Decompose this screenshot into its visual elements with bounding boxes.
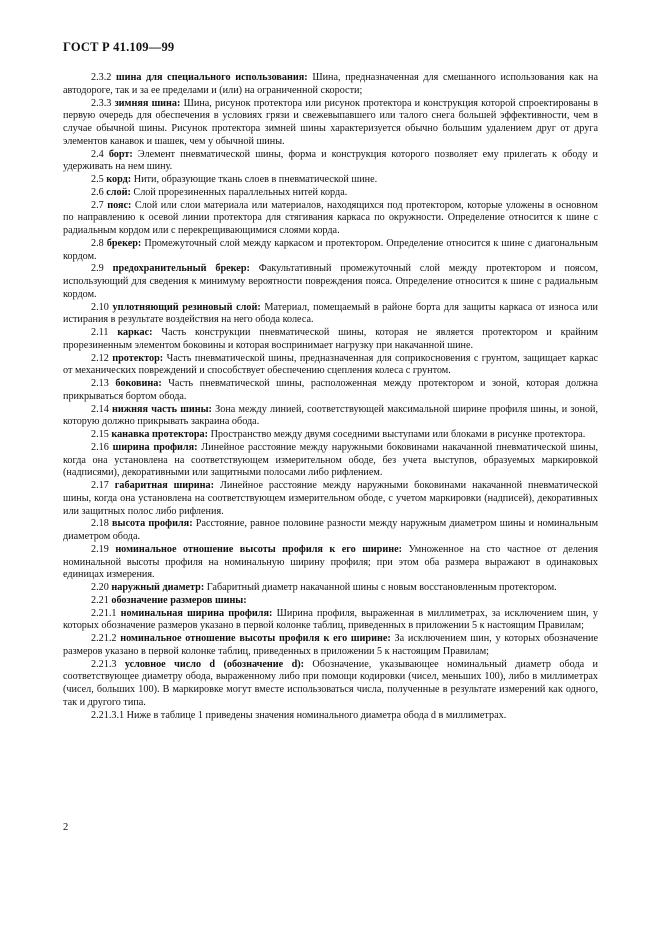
clause-number: 2.4 [91,148,104,160]
term: ширина профиля: [112,441,198,453]
paragraph-2-10 [63,302,598,328]
definition-text: Шина, рисунок протектора или рисунок протектора и конструкция которой спроектированы в первую очередь для обеспечения в условиях грязи и свежевыпавшего или талого снега большей эффективности, чем в случае обычной шины. Рисунок протектора зимней шины характеризуется обычно большим удалением друг от друга элементов канавок и шашек, чем у обычной шины. [63,97,599,147]
term: высота профиля: [112,518,193,530]
paragraph-2-17 [63,480,598,518]
document-header: ГОСТ Р 41.109—99 [63,40,175,54]
clause-number: 2.17 [91,480,109,491]
clause-number: 2.9 [91,263,104,275]
clause-number: 2.21.3 [91,658,117,670]
paragraph-2-21-3 [63,659,598,710]
definition-text: Обозначение, указывающее номинальный диаметр обода и соответствующее диаметру обода, выраженному либо при помощи кодировки (чисел, меньших 100), либо в миллиметрах (чисел, больших 100). В маркировке могут вместе использоваться числа, полученные в результате измерений как одного, так и другого типа. [63,658,599,708]
term: протектор: [112,352,164,364]
paragraph-2-15 [63,429,598,442]
term: зимняя шина: [114,97,181,109]
document-body [63,72,598,722]
term: предохранительный брекер: [112,263,250,275]
term: борт: [108,148,133,160]
term: наружный диаметр: [111,582,205,593]
paragraph-2-21 [63,595,598,608]
definition-text: За исключением шин, у которых обозначение размеров указано в первой колонке таблиц, приведенных в приложении 5 к настоящим Правилам; [63,633,598,657]
paragraph-2-9 [63,263,598,301]
definition-text: Промежуточный слой между каркасом и протектором. Определение относится к шине с диагональным кордом. [63,237,599,262]
paragraph-2-12 [63,353,598,379]
clause-number: 2.20 [91,582,109,593]
paragraph-2-19 [63,544,598,582]
paragraph-2-5 [63,174,598,187]
term: уплотняющий резиновый слой: [112,301,261,313]
definition-text: Габаритный диаметр накачанной шины с новым восстановленным протектором. [204,582,557,593]
term: боковина: [115,378,162,389]
definition-text: Часть конструкции пневматической шины, которая не является протектором и крайним прорезиненным элементом боковины и которая воспринимает нагрузку при накачанной шине. [63,327,598,351]
paragraph-2-18 [63,518,598,544]
term: номинальное отношение высоты профиля к его ширине: [120,633,391,644]
term: обозначение размеров шины: [111,594,247,606]
clause-number: 2.18 [91,518,109,530]
paragraph-2-21-2 [63,633,598,659]
term: слой: [106,186,131,198]
definition-text: Нити, образующие ткань слоев в пневматической шине. [131,174,378,185]
definition-text: Часть пневматической шины, предназначенная для соприкосновения с грунтом, защищает каркас от механических повреждений и способствует обеспечению сцепления колеса с грунтом. [63,352,598,377]
clause-number: 2.21.2 [91,633,117,644]
definition-text: Линейное расстояние между наружными боковинами накачанной пневматической шины, когда она установлена на соответствующем измерительном ободе, без учета выступов, образуемых маркировкой (надписями), декоративными или защитными полосами либо рифлением. [63,441,599,479]
paragraph-2-4 [63,149,598,175]
clause-number: 2.21 [91,594,109,606]
paragraph-2-20 [63,582,598,595]
paragraph-2-8 [63,238,598,264]
paragraph-2-13 [63,378,598,404]
paragraph-2-6 [63,187,598,200]
paragraph-2-11 [63,327,598,353]
clause-number: 2.8 [91,237,104,249]
definition-text: Ширина профиля, выраженная в миллиметрах, за исключением шин, у которых обозначение размеров указано в первой колонке таблиц, приведенных в приложении 5 к настоящим Правилам; [63,607,598,632]
term: корд: [106,174,132,185]
term: каркас: [117,327,153,338]
clause-number: 2.10 [91,301,109,313]
clause-number: 2.5 [91,174,104,185]
clause-number: 2.11 [91,327,109,338]
definition-text: Слой прорезиненных параллельных нитей корда. [130,186,348,198]
page-number: 2 [63,822,69,833]
definition-text: Ниже в таблице 1 приведены значения номинального диаметра обода d в миллиметрах. [124,709,507,721]
term: пояс: [107,199,132,211]
definition-text: Линейное расстояние между наружными боковинами накачанной пневматической шины, когда она установлена на соответствующем измерительном ободе, с учетом маркировки (надписей), декоративных или защитных полос либо рифления. [63,480,598,517]
term: условное число d (обозначение d): [124,658,305,670]
clause-number: 2.19 [91,543,109,555]
clause-number: 2.21.3.1 [91,709,125,721]
term: номинальное отношение высоты профиля к его ширине: [115,543,403,555]
clause-number: 2.3.3 [91,97,112,109]
clause-number: 2.16 [91,441,109,453]
definition-text: Пространство между двумя соседними выступами или блоками в рисунке протектора. [208,429,586,440]
clause-number: 2.13 [91,378,109,389]
paragraph-2-16 [63,442,598,480]
definition-text: Факультативный промежуточный слой между протектором и поясом, использующий для сведения к минимуму вероятности повреждения пояса. Определение относится к шине с радиальным кордом. [63,263,599,300]
clause-number: 2.21.1 [91,607,117,619]
paragraph-2-3-3 [63,98,598,149]
clause-number: 2.3.2 [91,72,112,83]
paragraph-2-7 [63,200,598,238]
definition-text: Зона между линией, соответствующей максимальной ширине профиля шины, и зоной, которую должно прикрывать закраина обода. [63,403,598,428]
definition-text: Элемент пневматической шины, форма и конструкция которого позволяет ему прилегать к ободу и удерживать на нем шину. [63,148,598,173]
clause-number: 2.15 [91,429,109,440]
term: брекер: [106,237,142,249]
definition-text: Часть пневматической шины, расположенная между протектором и зоной, которая должна прикрываться бортом обода. [63,378,598,402]
term: канавка протектора: [111,429,209,440]
term: габаритная ширина: [114,480,215,491]
paragraph-2-21-3-1 [63,710,598,723]
term: шина для специального использования: [116,72,308,83]
clause-number: 2.6 [91,186,104,198]
definition-text: Слой или слои материала или материалов, находящихся под протектором, которые уложены в основном по направлению к осевой линии протектора для стягивания каркаса по окружности. Определение относится к шине с радиальным кордом или с перекрещивающимися слоями корда. [63,199,599,236]
clause-number: 2.12 [91,352,109,364]
definition-text: Шина, предназначенная для смешанного использования как на автодороге, так и за ее пределами и (или) на ограниченной скорости; [63,72,599,96]
term: нижняя часть шины: [112,403,212,415]
definition-text: Умноженное на сто частное от деления номинальной высоты профиля на номинальную ширину профиля; при этом оба размера выражают в одинаковых единицах измерения. [63,543,599,581]
paragraph-2-14 [63,404,598,430]
term: номинальная ширина профиля: [120,607,273,619]
paragraph-2-21-1 [63,608,598,634]
paragraph-2-3-2 [63,72,598,98]
clause-number: 2.14 [91,403,109,415]
definition-text: Материал, помещаемый в районе борта для защиты каркаса от износа или истирания в результате воздействия на него обода колеса. [63,301,599,326]
definition-text: Расстояние, равное половине разности между наружным диаметром шины и номинальным диаметром обода. [63,518,599,542]
clause-number: 2.7 [91,199,104,211]
